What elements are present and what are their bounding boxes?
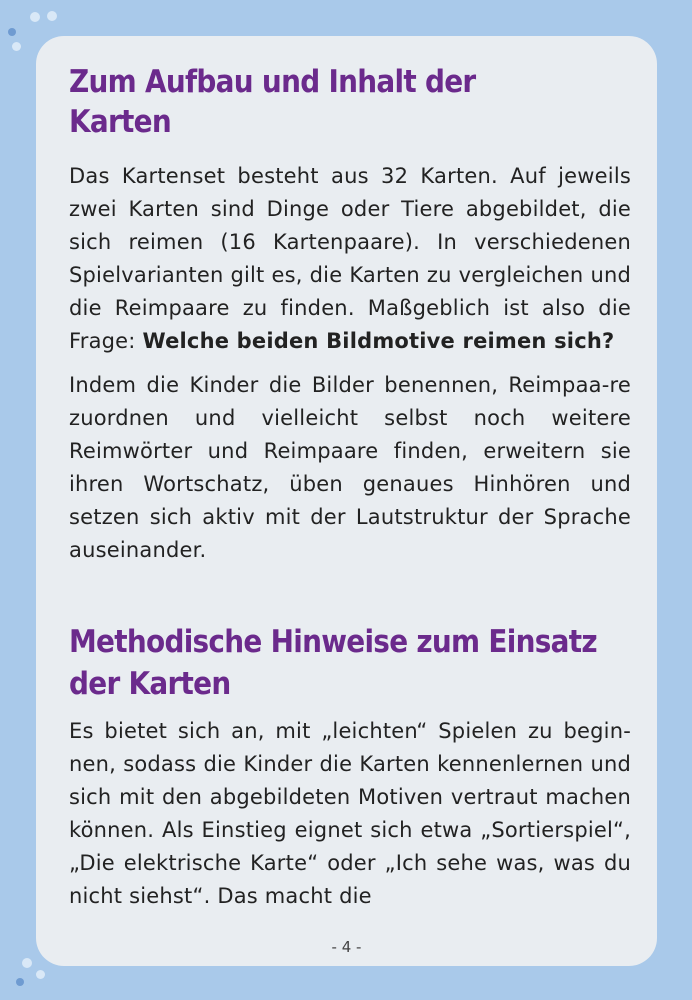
paragraph-card-set-text: Das Kartenset besteht aus 32 Karten. Auf jeweils zwei Karten sind Dinge oder Tiere abgebildet, die sich reimen (16 Kartenpaare). In verschiedenen Spielvarianten gilt es, die Karten zu vergleichen und die Reimpaare zu finden. Maßgeblich ist also die Frage: xyxy=(69,164,631,353)
section-heading-methods: Methodische Hinweise zum Einsatz der Karten xyxy=(69,624,597,702)
content-card xyxy=(36,36,657,966)
decor-dot xyxy=(8,28,16,36)
page-number: - 4 - xyxy=(331,938,362,956)
paragraph-card-set xyxy=(69,160,631,358)
paragraph-learning-goals: Indem die Kinder die Bilder benennen, Reimpaa-re zuordnen und vielleicht selbst noch weitere Reimwörter und Reimpaare finden, erweitern sie ihren Wortschatz, üben genaues Hinhören und setzen sich aktiv mit der Lautstruktur der Sprache auseinander. xyxy=(69,373,631,562)
key-question: Welche beiden Bildmotive reimen sich? xyxy=(142,329,615,353)
decor-dot xyxy=(22,958,32,968)
section-heading-structure: Zum Aufbau und Inhalt der Karten xyxy=(69,64,476,140)
decor-dot xyxy=(36,970,45,979)
decor-dot xyxy=(16,978,24,986)
decor-dot xyxy=(12,42,21,51)
decor-dot xyxy=(47,11,57,21)
paragraph-methods: Es bietet sich an, mit „leichten“ Spielen zu begin-nen, sodass die Kinder die Karten kennenlernen und sich mit den abgebildeten Motiven vertraut machen können. Als Einstieg eignet sich etwa „Sortierspiel“, „Die elektrische Karte“ oder „Ich sehe was, was du nicht siehst“. Das macht die xyxy=(69,719,631,908)
decor-dot xyxy=(30,12,40,22)
